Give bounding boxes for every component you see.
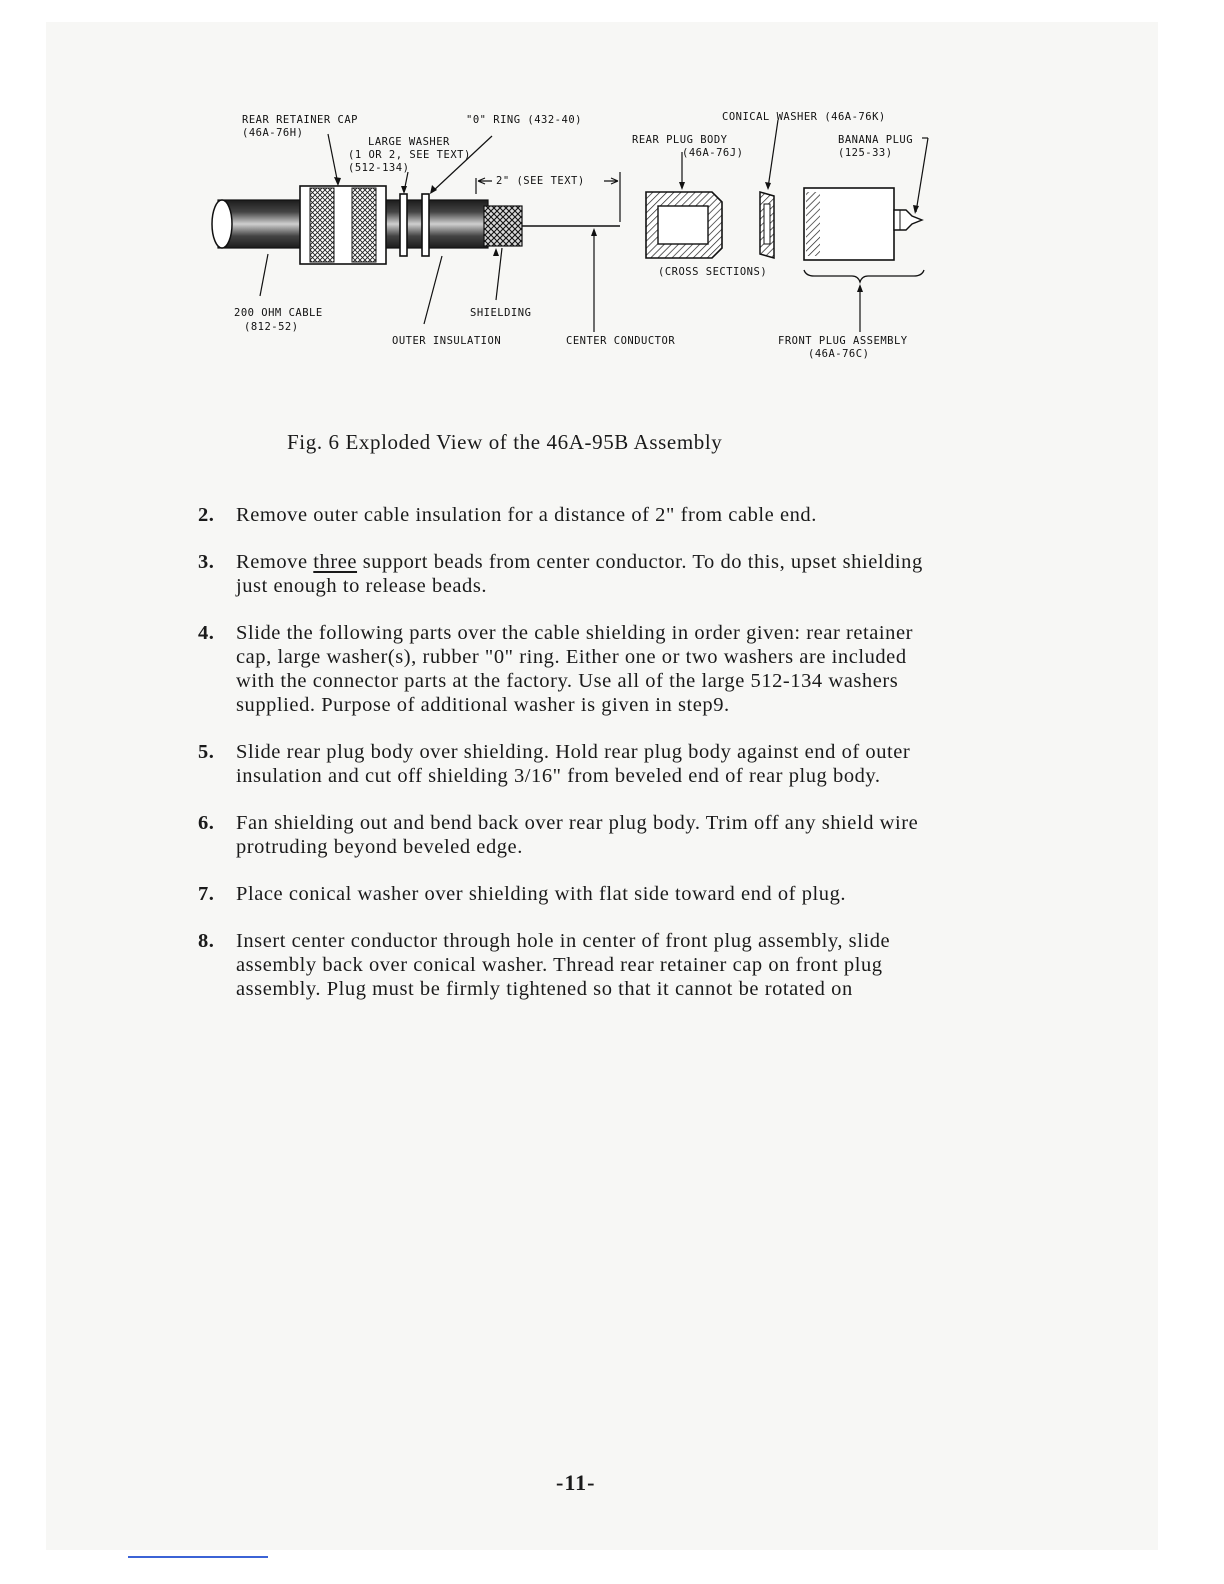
step-text-pre: Remove [236,551,314,573]
label-rear-retainer-cap: REAR RETAINER CAP [242,114,358,126]
step-number: 3. [198,551,215,573]
label-large-washer-pn: (512-134) [348,162,410,174]
label-rear-plug-body: REAR PLUG BODY [632,134,728,146]
label-two-inch: 2" (SEE TEXT) [496,175,585,187]
label-o-ring: "0" RING (432-40) [466,114,582,126]
step-text-post: support beads from center conductor. To do this, upset shielding just enough to release beads. [236,551,923,597]
label-front-plug-assembly: FRONT PLUG ASSEMBLY [778,335,908,347]
label-large-washer-note: (1 OR 2, SEE TEXT) [348,149,471,161]
large-washer [400,194,407,256]
step-number: 8. [198,930,215,952]
label-outer-insulation: OUTER INSULATION [392,335,502,347]
step-3 [198,550,938,598]
label-center-conductor: CENTER CONDUCTOR [566,335,676,347]
step-8 [198,929,938,1001]
rear-plug-body [646,192,722,258]
label-cable: 200 OHM CABLE [234,307,323,319]
step-5 [198,740,938,788]
scan-edge-line [128,1556,268,1558]
step-number: 6. [198,812,215,834]
step-text: Remove outer cable insulation for a distance of 2" from cable end. [236,504,817,526]
step-text: Insert center conductor through hole in center of front plug assembly, slide assembly back over conical washer. Thread rear retainer cap on front plug assembly. Plug must be firmly tightened so that it cannot be rotated on [236,930,891,1000]
step-text: Slide the following parts over the cable shielding in order given: rear retainer cap, large washer(s), rubber "0" ring. Either one or two washers are included with the connector parts at the factory. Use all of the large 512-134 washers supplied. Purpose of additional washer is given in step9. [236,622,914,716]
label-banana-plug-pn: (125-33) [838,147,893,159]
label-rear-plug-body-pn: (46A-76J) [682,147,744,159]
page-number: -11- [556,1470,596,1495]
conical-washer [760,192,774,258]
step-text: Slide rear plug body over shielding. Hold rear plug body against end of outer insulation and cut off shielding 3/16" from beveled end of rear plug body. [236,741,911,787]
instruction-steps [198,503,938,1024]
label-rear-retainer-cap-pn: (46A-76H) [242,127,304,139]
step-text: Place conical washer over shielding with flat side toward end of plug. [236,883,847,905]
step-7 [198,882,938,906]
label-banana-plug: BANANA PLUG [838,134,914,146]
step-text: Fan shielding out and bend back over rear plug body. Trim off any shield wire protruding beyond beveled edge. [236,812,919,858]
exploded-view-diagram [200,100,960,370]
step-number: 2. [198,504,215,526]
step-6 [198,811,938,859]
shielding [484,206,522,246]
step-2 [198,503,938,527]
step-number: 7. [198,883,215,905]
label-shielding: SHIELDING [470,307,532,319]
step-number: 4. [198,622,215,644]
step-number: 5. [198,741,215,763]
label-large-washer: LARGE WASHER [368,136,450,148]
figure-caption: Fig. 6 Exploded View of the 46A-95B Assembly [287,430,723,454]
label-conical-washer: CONICAL WASHER (46A-76K) [722,111,886,123]
front-plug-assembly [804,188,922,260]
underlined-word: three [313,551,358,573]
step-4 [198,621,938,717]
label-front-plug-assembly-pn: (46A-76C) [808,348,870,360]
o-ring [422,194,429,256]
label-cable-pn: (812-52) [244,321,299,333]
label-cross-sections: (CROSS SECTIONS) [658,266,768,278]
rear-retainer-cap [300,186,386,264]
